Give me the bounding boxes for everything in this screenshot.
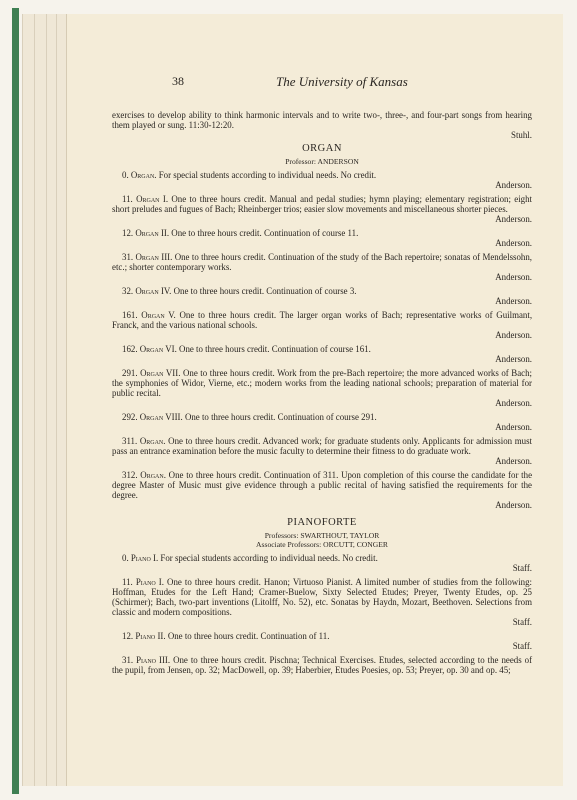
intro-paragraph: exercises to develop ability to think harmonic intervals and to write two-, three-, and four-part songs from hearing them played or sung. 11:30-12:20. [112, 110, 532, 130]
green-binding-edge [12, 8, 19, 794]
course-description: For special students according to individual needs. No credit. [158, 170, 377, 180]
course-instructor: Anderson. [495, 180, 532, 190]
course-name: Organ. [139, 436, 166, 446]
spacer [112, 510, 532, 514]
faculty-line: Professors: SWARTHOUT, TAYLOR [264, 531, 380, 540]
course-description: One to three hours credit. Continuation of 311. Upon completion of this course the candidate for the degree Master of Music must give evidence through a public recital of having satisfied the requirements for the degree. [112, 470, 533, 500]
course-number: 0. [122, 553, 129, 563]
course-instructor: Anderson. [495, 398, 532, 408]
course-entry [112, 631, 532, 641]
section-title: ORGAN [302, 143, 342, 154]
section-title: PIANOFORTE [287, 517, 357, 528]
course-number: 32. [122, 286, 134, 296]
course-description: One to three hours credit. Advanced work; for graduate students only. Applicants for admission must pass an entrance examination before the music faculty to determine their fitness to do graduate work. [112, 436, 533, 456]
course-description: For special students according to individual needs. No credit. [160, 553, 378, 563]
course-description: One to three hours credit. Continuation of course 161. [179, 344, 371, 354]
course-entry [112, 252, 532, 272]
course-number: 162. [122, 344, 138, 354]
course-description: One to three hours credit. Hanon; Virtuoso Pianist. A limited number of studies from the following: Hoffman, Etudes for the Left Hand; Cramer-Buelow, Sixty Selected Etudes; Preyer, Twenty Etudes, op. 25 (Schirmer); Bach, two-part inventions (Litolff, No. 52), etc. Sonatas by Haydn, Mozart, Beethoven. Selections from classic and modern compositions. [112, 577, 533, 617]
course-instructor: Anderson. [495, 422, 532, 432]
course-number: 291. [122, 368, 138, 378]
intro-instructor: Stuhl. [511, 130, 532, 140]
course-instructor: Anderson. [495, 296, 532, 306]
page-content [112, 74, 532, 679]
course-instructor: Staff. [512, 563, 532, 573]
course-entry [112, 577, 532, 617]
course-name: Organ VII. [140, 368, 181, 378]
course-name: Organ I. [136, 194, 169, 204]
course-entry [112, 412, 532, 422]
course-instructor: Anderson. [495, 214, 532, 224]
course-entry [112, 655, 532, 675]
course-instructor: Anderson. [495, 354, 532, 364]
course-name: Organ VIII. [139, 412, 183, 422]
course-entry [112, 368, 532, 398]
course-entry [112, 286, 532, 296]
course-number: 12. [122, 631, 134, 641]
course-entry [112, 228, 532, 238]
course-instructor: Anderson. [495, 500, 532, 510]
running-header [112, 74, 532, 92]
course-description: One to three hours credit. The larger organ works of Bach; representative works of Guilmant, Franck, and the various national schools. [112, 310, 533, 330]
course-entry [112, 553, 532, 563]
course-name: Piano I. [135, 577, 164, 587]
course-number: 12. [122, 228, 134, 238]
course-entry [112, 310, 532, 330]
course-entry [112, 344, 532, 354]
course-entry [112, 436, 532, 456]
course-number: 311. [122, 436, 138, 446]
course-number: 31. [122, 655, 134, 665]
course-number: 31. [122, 252, 134, 262]
course-number: 161. [122, 310, 138, 320]
course-description: One to three hours credit. Continuation of course 3. [173, 286, 357, 296]
faculty-line: Associate Professors: ORCUTT, CONGER [256, 540, 388, 549]
course-description: One to three hours credit. Continuation of course 11. [171, 228, 359, 238]
sections-container [112, 144, 532, 679]
course-number: 11. [122, 194, 133, 204]
running-title: The University of Kansas [276, 74, 408, 89]
course-number: 0. [122, 170, 129, 180]
course-description: One to three hours credit. Manual and pedal studies; hymn playing; elementary registration; eight short preludes and fugues of Bach; Rheinberger trios; easier slow movements and miscellaneous shorter pieces. [112, 194, 533, 214]
course-name: Organ V. [141, 310, 176, 320]
course-entry [112, 170, 532, 180]
course-instructor: Anderson. [495, 330, 532, 340]
course-name: Organ IV. [135, 286, 172, 296]
course-description: One to three hours credit. Continuation of 11. [167, 631, 330, 641]
course-description: One to three hours credit. Work from the pre-Bach repertoire; the more advanced works of Bach; the symphonies of Widor, Vierne, etc.; modern works from the leading national schools; preparation of material for public recital. [112, 368, 532, 398]
course-name: Piano I. [130, 553, 159, 563]
course-number: 292. [122, 412, 138, 422]
course-description: One to three hours credit. Continuation of course 291. [184, 412, 377, 422]
course-entry [112, 470, 532, 500]
spacer [112, 675, 532, 679]
course-name: Organ. [140, 470, 166, 480]
course-instructor: Anderson. [495, 456, 532, 466]
course-instructor: Staff. [512, 617, 532, 627]
course-name: Piano III. [136, 655, 171, 665]
faculty-line: Professor: ANDERSON [285, 157, 359, 166]
course-name: Organ II. [135, 228, 170, 238]
course-name: Piano II. [135, 631, 166, 641]
course-entry [112, 194, 532, 214]
course-number: 11. [122, 577, 133, 587]
course-number: 312. [122, 470, 138, 480]
course-description: One to three hours credit. Continuation of the study of the Bach repertoire; sonatas of Mendelssohn, etc.; shorter contemporary works. [112, 252, 533, 272]
course-name: Organ VI. [139, 344, 177, 354]
course-instructor: Staff. [512, 641, 532, 651]
course-instructor: Anderson. [495, 238, 532, 248]
course-name: Organ III. [135, 252, 173, 262]
body-text [112, 110, 532, 679]
course-instructor: Anderson. [495, 272, 532, 282]
page-number: 38 [172, 74, 184, 88]
course-description: One to three hours credit. Pischna; Technical Exercises. Etudes, selected according to the needs of the pupil, from Jensen, op. 32; MacDowell, op. 39; Haberbier, Etudes Poesies, op. 53; Preyer, op. 30 and op. 45; [112, 655, 533, 675]
course-name: Organ. [130, 170, 157, 180]
